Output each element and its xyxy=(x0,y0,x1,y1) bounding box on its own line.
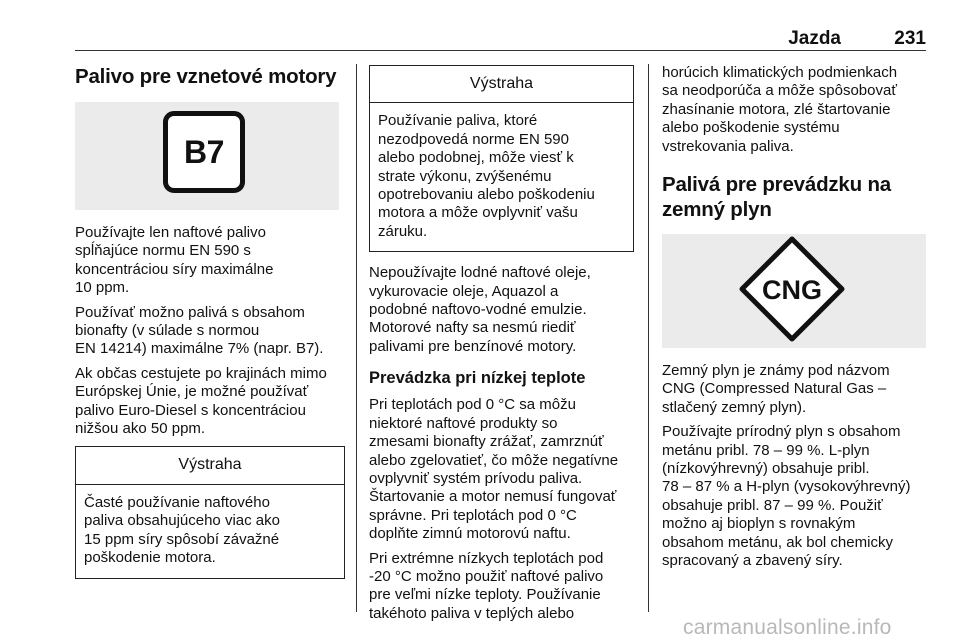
marine-oil-paragraph xyxy=(369,264,634,356)
warning-text xyxy=(76,485,344,578)
cng-label: CNG xyxy=(762,275,822,306)
text-line: Pri extrémne nízkych teplotách pod xyxy=(369,549,604,567)
text-line: alebo zgelovatieť, čo môže negatívne xyxy=(369,451,619,469)
text-line: doplňte zimnú motorovú naftu. xyxy=(369,525,571,543)
column-divider-2 xyxy=(648,64,649,612)
text-line: alebo poškodenie systému xyxy=(662,119,840,137)
cng-symbol-panel xyxy=(662,234,926,348)
text-line: Používajte len naftové palivo xyxy=(75,224,266,241)
text-line: možno aj bioplyn s rovnakým xyxy=(662,515,856,533)
text-line: Používať možno palivá s obsahom xyxy=(75,303,305,321)
page-header xyxy=(75,28,926,50)
text-line: spĺňajúce normu EN 590 s xyxy=(75,242,251,260)
text-line: Štartovanie a motor nemusí fungovať xyxy=(369,488,617,506)
text-line: takéhoto paliva v teplých alebo xyxy=(369,604,575,622)
cng-paragraph-1 xyxy=(662,362,926,417)
text-line: Zemný plyn je známy pod názvom xyxy=(662,362,890,380)
low-temperature-paragraph-1 xyxy=(369,396,634,543)
text-line: EN 14214) maximálne 7% (napr. B7). xyxy=(75,340,324,358)
text-line: strate výkonu, zvýšenému xyxy=(378,167,552,185)
watermark-text: carmanualsonline.info xyxy=(683,616,892,639)
text-line: 10 ppm. xyxy=(75,279,130,297)
text-line: Používanie paliva, ktoré xyxy=(378,112,538,130)
warning-title: Výstraha xyxy=(76,447,344,484)
diesel-paragraph-3 xyxy=(75,365,345,439)
text-line: poškodenie motora. xyxy=(84,549,216,567)
text-line: bionafty (v súlade s normou xyxy=(75,322,260,340)
text-line: paliva obsahujúceho viac ako xyxy=(84,512,280,530)
warning-title: Výstraha xyxy=(370,66,633,103)
text-line: spracovaný a zbavený síry. xyxy=(662,552,843,570)
text-line: zmesami bionafty zrážať, zamrznúť xyxy=(369,433,604,451)
page-number: 231 xyxy=(894,28,926,49)
text-line: (nízkovýhrevný) obsahuje pribl. xyxy=(662,460,870,478)
text-line: správne. Pri teplotách pod 0 °C xyxy=(369,506,577,524)
text-line: Motorové nafty sa nesmú riediť xyxy=(369,319,576,337)
text-line: horúcich klimatických podmienkach xyxy=(662,64,898,81)
warning-box-sulfur xyxy=(75,446,345,578)
b7-fuel-icon xyxy=(163,111,245,193)
column-3 xyxy=(662,64,926,577)
text-line: Ak občas cestujete po krajinách mimo xyxy=(75,364,327,382)
cng-fuel-heading: Palivá pre prevádzku na zemný plyn xyxy=(662,173,891,222)
text-line: palivo Euro-Diesel s koncentráciou xyxy=(75,401,306,419)
diesel-paragraph-1 xyxy=(75,224,345,298)
continued-paragraph xyxy=(662,64,926,156)
text-line: -20 °C možno použiť naftové palivo xyxy=(369,567,604,585)
diesel-fuel-heading: Palivo pre vznetové motory xyxy=(75,65,337,88)
header-divider xyxy=(75,50,926,51)
text-line: záruku. xyxy=(378,222,428,240)
text-line: alebo podobnej, môže viesť k xyxy=(378,149,574,167)
cng-diamond-icon xyxy=(662,234,926,348)
text-line: Používajte prírodný plyn s obsahom xyxy=(662,423,901,441)
text-line: obsahom metánu, ak bol chemicky xyxy=(662,533,893,551)
column-divider-1 xyxy=(356,64,357,612)
text-line: ovplyvniť systém prívodu paliva. xyxy=(369,469,583,487)
text-line: vstrekovania paliva. xyxy=(662,137,794,155)
text-line: Časté používanie naftového xyxy=(84,493,270,511)
text-line: obsahuje pribl. 87 – 99 %. Použiť xyxy=(662,496,883,514)
b7-symbol-panel xyxy=(75,102,339,210)
low-temperature-heading: Prevádzka pri nízkej teplote xyxy=(369,369,586,388)
text-line: opotrebovaniu alebo poškodeniu xyxy=(378,186,595,204)
column-2 xyxy=(369,64,634,629)
text-line: podobné naftovo-vodné emulzie. xyxy=(369,301,587,319)
text-line: niektoré naftové produkty so xyxy=(369,414,558,432)
low-temperature-paragraph-2 xyxy=(369,550,634,624)
text-line: sa neodporúča a môže spôsobovať xyxy=(662,82,897,100)
text-line: zhasínanie motora, zlé štartovanie xyxy=(662,100,891,118)
text-line: Pri teplotách pod 0 °C sa môžu xyxy=(369,396,576,414)
cng-paragraph-2 xyxy=(662,423,926,570)
text-line: 15 ppm síry spôsobí závažné xyxy=(84,530,280,548)
text-line: Európskej Únie, je možné používať xyxy=(75,383,309,401)
text-line: nižšou ako 50 ppm. xyxy=(75,420,206,438)
column-1 xyxy=(75,64,345,591)
diesel-paragraph-2 xyxy=(75,304,345,359)
section-title: Jazda xyxy=(788,28,841,49)
text-line: motora a môže ovplyvniť vašu xyxy=(378,204,578,222)
text-line: pre veľmi nízke teploty. Používanie xyxy=(369,586,601,604)
warning-box-en590 xyxy=(369,65,634,252)
text-line: nezodpovedá norme EN 590 xyxy=(378,130,569,148)
text-line: koncentráciou síry maximálne xyxy=(75,260,274,278)
b7-label: B7 xyxy=(184,133,224,170)
text-line: CNG (Compressed Natural Gas – xyxy=(662,380,887,398)
text-line: 78 – 87 % a H-plyn (vysokovýhrevný) xyxy=(662,478,911,496)
text-line: metánu pribl. 78 – 99 %. L-plyn xyxy=(662,441,870,459)
text-line: stlačený zemný plyn). xyxy=(662,398,807,416)
warning-text xyxy=(370,103,633,251)
text-line: vykurovacie oleje, Aquazol a xyxy=(369,282,559,300)
text-line: palivami pre benzínové motory. xyxy=(369,337,577,355)
text-line: Nepoužívajte lodné naftové oleje, xyxy=(369,264,591,282)
